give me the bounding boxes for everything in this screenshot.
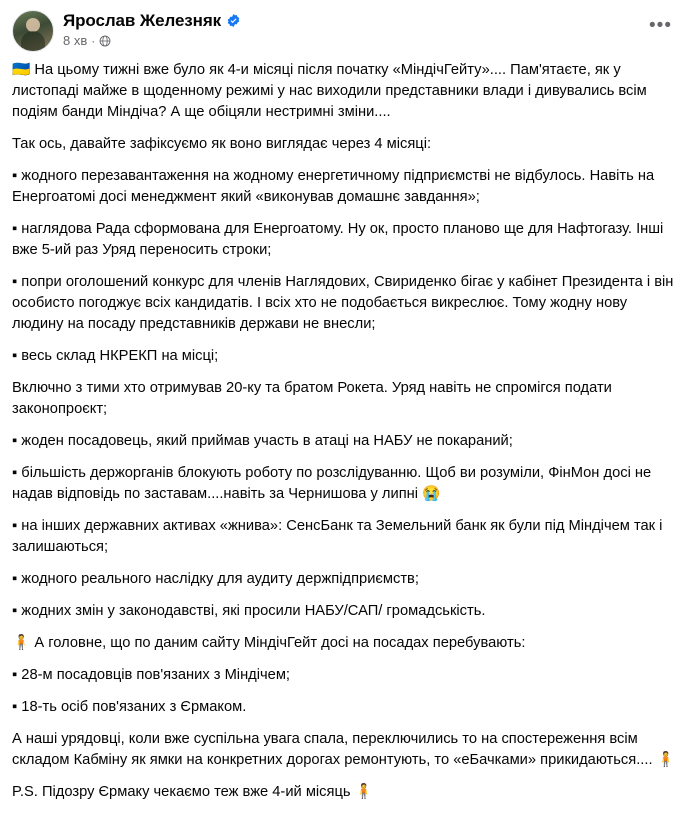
post-paragraph: 🧍 А головне, що по даним сайту МіндічГейт досі на посадах перебувають: — [12, 635, 526, 651]
post-paragraph: ▪ жоден посадовець, який приймав участь в атаці на НАБУ не покараний; — [12, 433, 513, 449]
post-paragraph: Так ось, давайте зафіксуємо як воно виглядає через 4 місяці: — [12, 136, 432, 152]
verified-badge-icon — [226, 13, 241, 28]
post-list-group — [12, 378, 678, 622]
post-paragraph: ▪ більшість держорганів блокують роботу по розслідуванню. Щоб ви розуміли, ФінМон досі не надав відповідь по заставам....навіть за Чернишова у липні 😭 — [12, 465, 652, 502]
post-list-group — [12, 166, 678, 367]
author-name[interactable]: Ярослав Железняк — [63, 11, 222, 30]
author-name-row — [63, 12, 241, 29]
post-paragraph: ▪ 18-ть осіб пов'язаних з Єрмаком. — [12, 699, 247, 715]
globe-icon — [99, 35, 111, 47]
post-timestamp[interactable]: 8 хв — [63, 33, 88, 48]
post-paragraph: ▪ на інших державних активах «жнива»: СенсБанк та Земельний банк як були під Міндічем так і залишаються; — [12, 518, 663, 555]
post-header — [0, 0, 690, 56]
post-paragraph: ▪ наглядова Рада сформована для Енергоатому. Ну ок, просто планово ще для Нафтогазу. Інші вже 5-ий раз Уряд переносить строки; — [12, 221, 664, 258]
meta-separator: · — [91, 33, 96, 48]
post-paragraph: ▪ жодного реального наслідку для аудиту держпідприємств; — [12, 571, 419, 587]
post-paragraph: ▪ жодних змін у законодавстві, які просили НАБУ/САП/ громадськість. — [12, 603, 486, 619]
post-more-options-button[interactable]: ••• — [649, 15, 672, 36]
post-paragraph: Включно з тими хто отримував 20-ку та братом Рокета. Уряд навіть не спромігся подати законопроєкт; — [12, 380, 612, 417]
post-list-group — [12, 633, 678, 718]
post-meta — [63, 33, 241, 48]
post-content — [0, 56, 690, 813]
post-paragraph: ▪ весь склад НКРЕКП на місці; — [12, 348, 219, 364]
post-header-text — [63, 10, 241, 50]
post-paragraph: P.S. Підозру Єрмаку чекаємо теж вже 4-ий місяць 🧍 — [12, 784, 373, 800]
post-paragraph: А наші урядовці, коли вже суспільна увага спала, переключились то на спостереження всім складом Кабміну як ямки на конкретних дорогах ремонтують, то «еБачками» прикидаються.... 🧍 — [12, 731, 675, 768]
post-paragraph: ▪ жодного перезавантаження на жодному енергетичному підприємстві не відбулось. Навіть на Енергоатомі досі менеджмент який «виконував домашнє завдання»; — [12, 168, 655, 205]
author-avatar[interactable] — [12, 10, 54, 52]
post-paragraph: ▪ 28-м посадовців пов'язаних з Міндічем; — [12, 667, 291, 683]
post-paragraph: 🇺🇦 На цьому тижні вже було як 4-и місяці після початку «МіндічГейту».... Пам'ятаєте, як у листопаді майже в щоденному режимі у нас виходили представники влади і дивувались всім подіям банди Міндіча? А ще обіцяли нестримні зміни.... — [12, 62, 647, 120]
post-paragraph: ▪ попри оголошений конкурс для членів Наглядових, Свириденко бігає у кабінет Президента і він особисто погоджує всіх кандидатів. І всіх хто не подобається викреслює. Тому жодну нову людину на посаду представників держави не внесли; — [12, 274, 674, 332]
